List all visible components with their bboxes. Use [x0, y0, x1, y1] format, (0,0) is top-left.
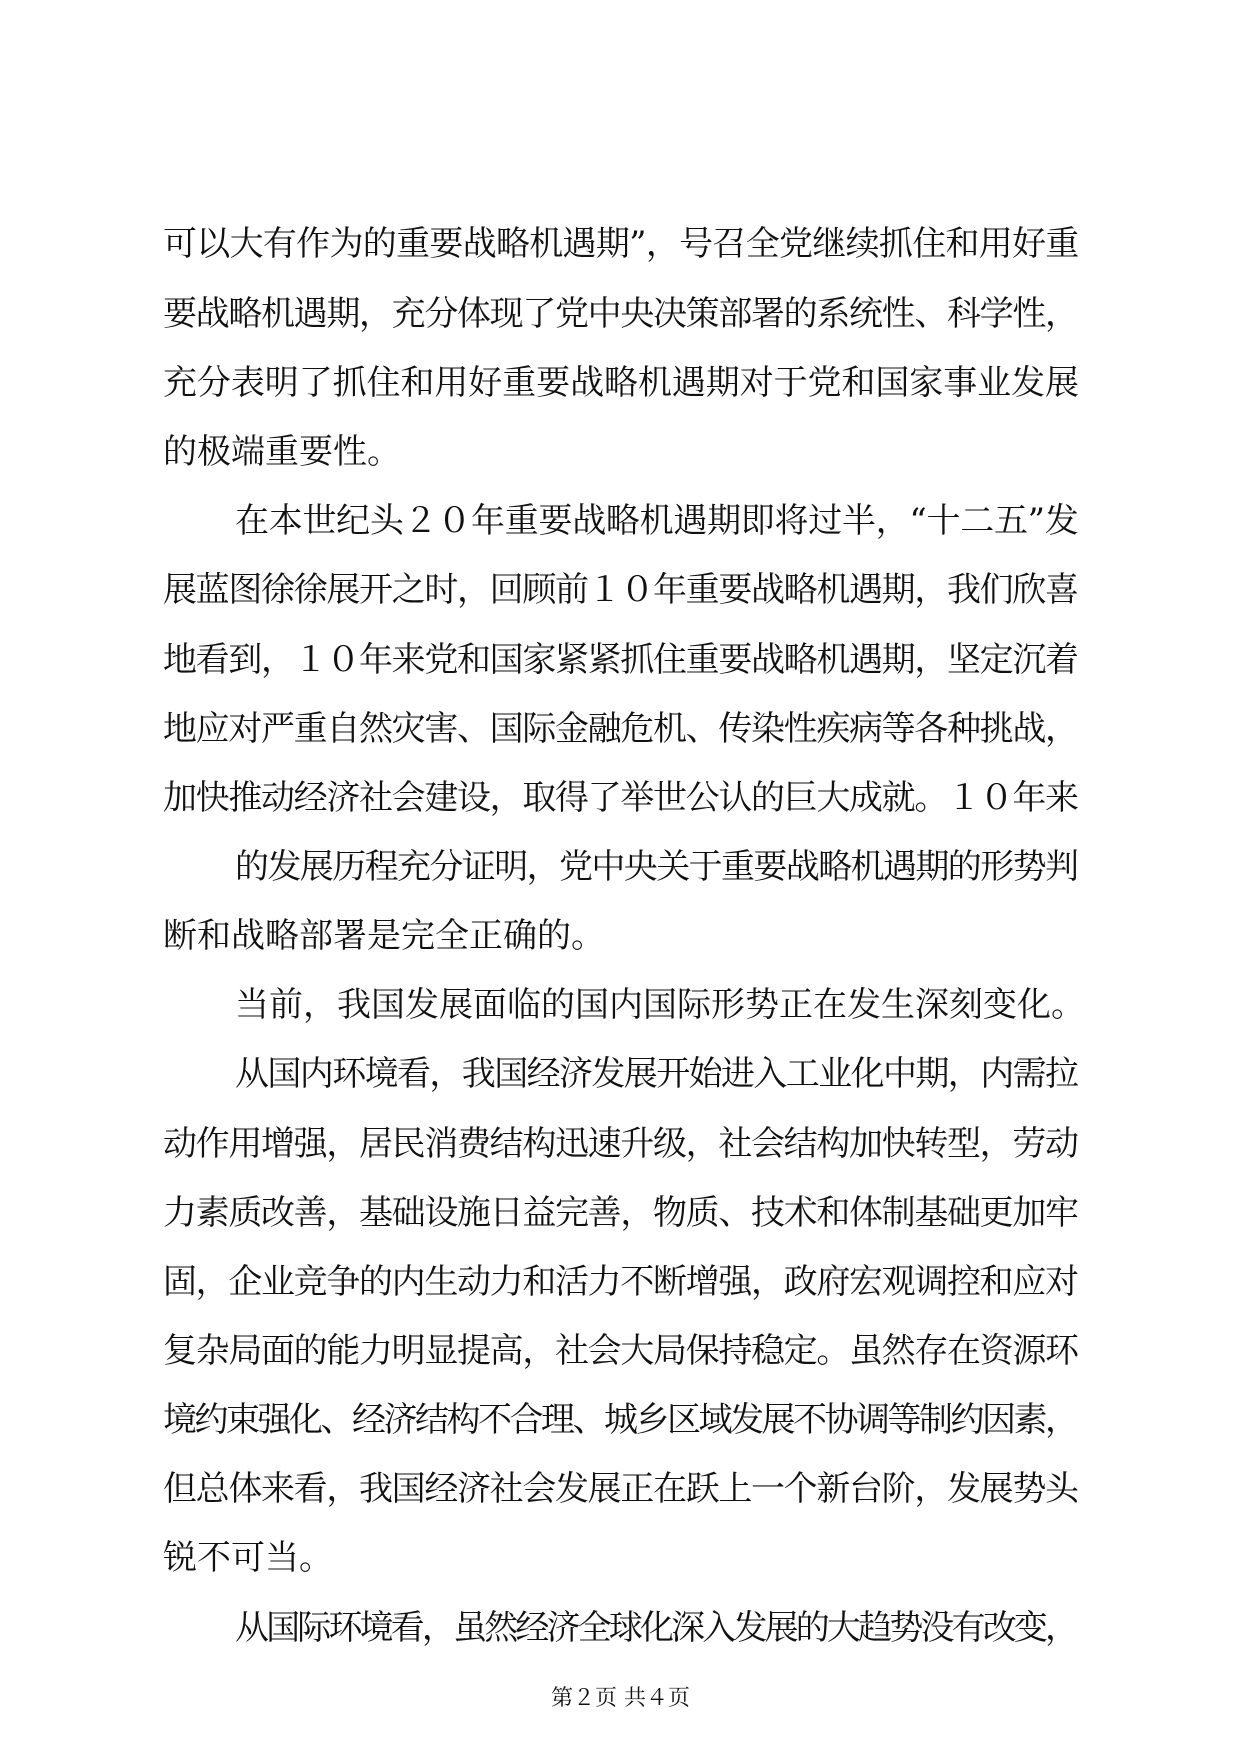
text-line: 从国内环境看，我国经济发展开始进入工业化中期，内需拉	[235, 1054, 1078, 1094]
text-line: 加快推动经济社会建设，取得了举世公认的巨大成就。１０年来	[163, 778, 1078, 818]
text-line: 动作用增强，居民消费结构迅速升级，社会结构加快转型，劳动	[163, 1124, 1078, 1164]
text-line: 从国际环境看，虽然经济全球化深入发展的大趋势没有改变，	[235, 1608, 1077, 1648]
text-line: 境约束强化、经济结构不合理、城乡区域发展不协调等制约因素，	[163, 1400, 1077, 1440]
text-line: 展蓝图徐徐展开之时，回顾前１０年重要战略机遇期，我们欣喜	[163, 570, 1078, 610]
text-line: 要战略机遇期，充分体现了党中央决策部署的系统性、科学性，	[163, 294, 1078, 334]
text-line: 固，企业竞争的内生动力和活力不断增强，政府宏观调控和应对	[163, 1262, 1078, 1302]
text-line: 复杂局面的能力明显提高，社会大局保持稳定。虽然存在资源环	[163, 1331, 1078, 1371]
text-line: 在本世纪头２０年重要战略机遇期即将过半，“十二五”发	[235, 501, 1079, 541]
text-line: 锐不可当。	[163, 1538, 333, 1578]
text-line: 地应对严重自然灾害、国际金融危机、传染性疾病等各种挑战，	[163, 709, 1078, 749]
text-line: 当前，我国发展面临的国内国际形势正在发生深刻变化。	[235, 985, 1085, 1025]
text-line: 的发展历程充分证明，党中央关于重要战略机遇期的形势判	[235, 847, 1078, 887]
text-line: 地看到，１０年来党和国家紧紧抓住重要战略机遇期，坚定沉着	[163, 640, 1078, 680]
text-line: 充分表明了抓住和用好重要战略机遇期对于党和国家事业发展	[163, 363, 1079, 403]
page-number-footer: 第２页 共４页	[551, 1686, 690, 1711]
text-line: 力素质改善，基础设施日益完善，物质、技术和体制基础更加牢	[163, 1193, 1078, 1233]
text-line: 的极端重要性。	[163, 432, 401, 472]
text-line: 但总体来看，我国经济社会发展正在跃上一个新台阶，发展势头	[163, 1469, 1078, 1509]
text-line: 可以大有作为的重要战略机遇期”，号召全党继续抓住和用好重	[163, 224, 1079, 264]
text-line: 断和战略部署是完全正确的。	[163, 916, 605, 956]
